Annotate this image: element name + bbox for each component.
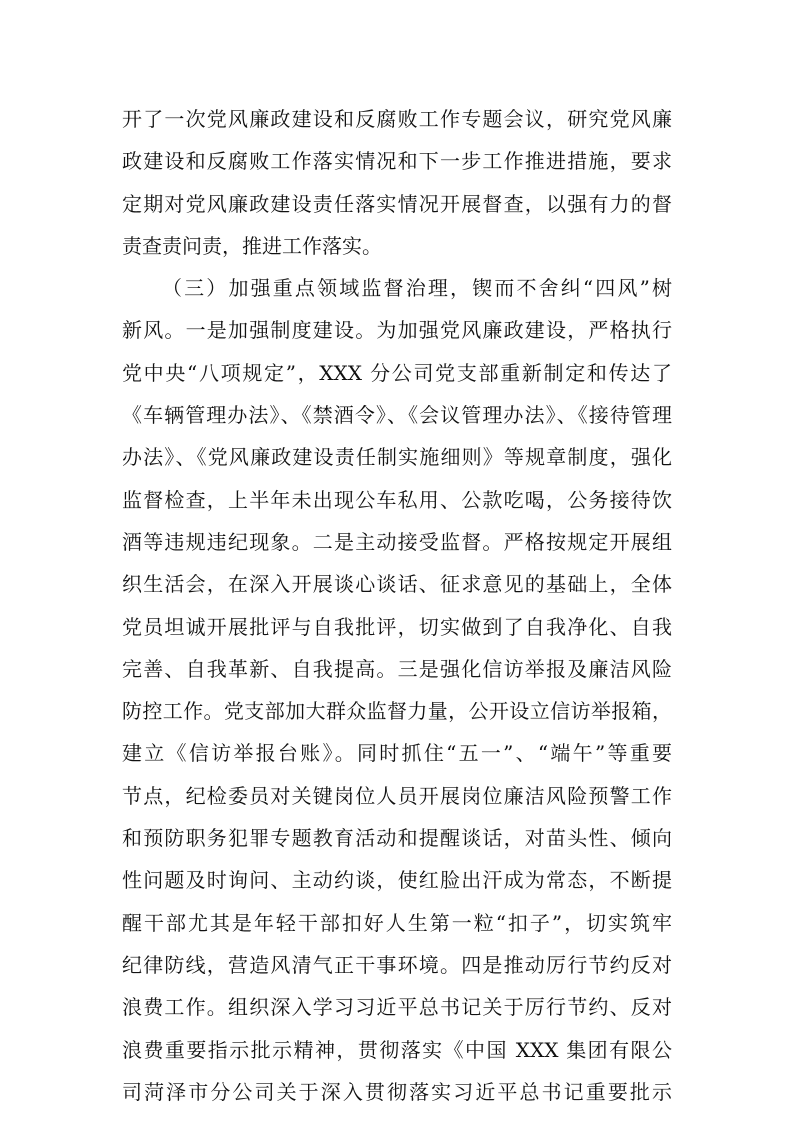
text-line: 开了一次党风廉政建设和反腐败工作专题会议，研究党风廉	[122, 107, 672, 131]
text-line: 办法》、《党风廉政建设责任制实施细则》等规章制度，强化	[122, 445, 672, 470]
text-line: 司菏泽市分公司关于深入贯彻落实习近平总书记重要批示	[122, 1079, 672, 1104]
text-line: 党中央“八项规定”，XXX 分公司党支部重新制定和传达了	[122, 360, 672, 385]
text-line: 织生活会，在深入开展谈心谈话、征求意见的基础上，全体	[122, 572, 672, 597]
text-line: 醒干部尤其是年轻干部扣好人生第一粒“扣子”，切实筑牢	[122, 910, 672, 935]
text-line: 和预防职务犯罪专题教育活动和提醒谈话，对苗头性、倾向	[122, 826, 672, 851]
text-line: 防控工作。党支部加大群众监督力量，公开设立信访举报箱，	[122, 699, 672, 724]
text-line: 监督检查，上半年未出现公车私用、公款吃喝，公务接待饮	[122, 487, 672, 512]
text-line: 新风。一是加强制度建设。为加强党风廉政建设，严格执行	[122, 318, 672, 343]
text-line: 节点，纪检委员对关键岗位人员开展岗位廉洁风险预警工作	[122, 783, 672, 808]
section-heading-line: （三）加强重点领域监督治理，锲而不舍纠“四风”树	[162, 276, 672, 301]
body-text	[122, 98, 672, 1113]
text-line: 《车辆管理办法》、《禁酒令》、《会议管理办法》、《接待管理	[122, 403, 672, 428]
text-line: 建立《信访举报台账》。同时抓住“五一”、“端午”等重要	[122, 741, 672, 766]
text-line: 性问题及时询问、主动约谈，使红脸出汗成为常态，不断提	[122, 868, 672, 893]
text-line: 浪费工作。组织深入学习习近平总书记关于厉行节约、反对	[122, 995, 672, 1020]
text-line: 党员坦诚开展批评与自我批评，切实做到了自我净化、自我	[122, 614, 672, 639]
text-line: 定期对党风廉政建设责任落实情况开展督查，以强有力的督	[122, 191, 672, 216]
text-line: 责查责问责，推进工作落实。	[122, 233, 382, 258]
text-line: 完善、自我革新、自我提高。三是强化信访举报及廉洁风险	[122, 656, 672, 681]
text-line: 政建设和反腐败工作落实情况和下一步工作推进措施，要求	[122, 149, 672, 174]
text-line: 纪律防线，营造风清气正干事环境。四是推动厉行节约反对	[122, 952, 672, 977]
text-line: 酒等违规违纪现象。二是主动接受监督。严格按规定开展组	[122, 529, 672, 554]
text-line: 浪费重要指示批示精神，贯彻落实《中国 XXX 集团有限公	[122, 1037, 672, 1062]
